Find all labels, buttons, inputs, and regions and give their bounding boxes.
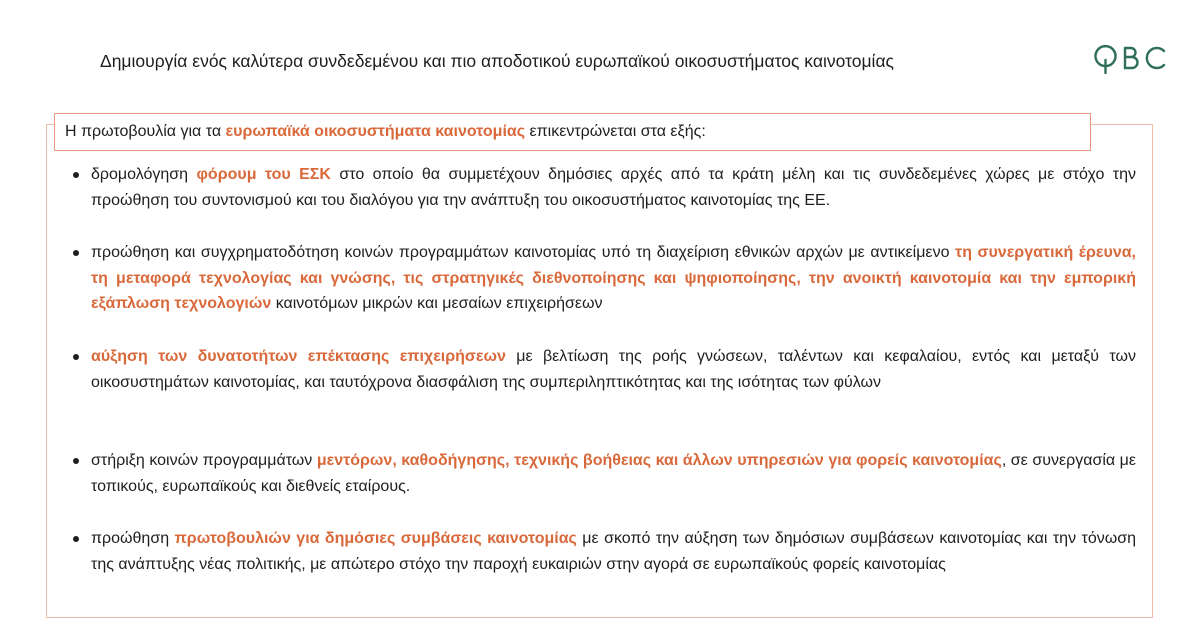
intro-text-highlight: ευρωπαϊκά οικοσυστήματα καινοτομίας xyxy=(225,123,526,140)
bullet-text: με σκοπό την αύξηση των δημόσιων συμβάσεων καινοτομίας και την τόνωση της ανάπτυξης νέας πολιτικής, με απώτερο στόχο την παροχή ευκαιριών στην αγορά σε ευρωπαϊκούς φορείς καινοτομίας xyxy=(91,530,1136,573)
list-item xyxy=(91,448,1136,499)
bullet-highlight: φόρουμ του ΕΣΚ xyxy=(196,166,331,183)
list-item xyxy=(91,240,1136,317)
bullet-dot-icon xyxy=(73,536,79,542)
bullet-highlight: τη συνεργατική έρευνα, τη μεταφορά τεχνολογίας και γνώσης, τις στρατηγικές διεθνοποίησης και ψηφιοποίησης, την ανοικτή καινοτομία και την εμπορική εξάπλωση τεχνολογιών xyxy=(91,244,1136,312)
list-item xyxy=(91,344,1136,395)
intro-text-after: επικεντρώνεται στα εξής: xyxy=(525,123,706,140)
bullet-text: στο οποίο θα συμμετέχουν δημόσιες αρχές από τα κράτη μέλη και τις συνδεδεμένες χώρες με στόχο την προώθηση του συντονισμού και του διαλόγου για την ανάπτυξη του οικοσυστήματος καινοτομίας της ΕΕ. xyxy=(91,166,1136,209)
bullet-highlight: αύξηση των δυνατοτήτων επέκτασης επιχειρήσεων xyxy=(91,348,506,365)
bullet-highlight: πρωτοβουλιών για δημόσιες συμβάσεις καινοτομίας xyxy=(174,530,577,547)
bullet-text: δρομολόγηση xyxy=(91,166,197,183)
bullet-highlight: μεντόρων, καθοδήγησης, τεχνικής βοήθειας και άλλων υπηρεσιών για φορείς καινοτομίας xyxy=(316,452,1002,469)
bullet-text: καινοτόμων μικρών και μεσαίων επιχειρήσεων xyxy=(271,295,603,312)
bullet-text: , σε συνεργασία με τοπικούς, ευρωπαϊκούς και διεθνείς εταίρους. xyxy=(91,452,1137,495)
page-title: Δημιουργία ενός καλύτερα συνδεδεμένου και πιο αποδοτικού ευρωπαϊκού οικοσυστήματος καινοτομίας xyxy=(100,51,894,71)
bullet-dot-icon xyxy=(73,458,79,464)
bullet-text: προώθηση xyxy=(91,530,175,547)
bullet-dot-icon xyxy=(73,354,79,360)
bullet-dot-icon xyxy=(73,172,79,178)
intro-text-before: Η πρωτοβουλία για τα xyxy=(65,123,226,140)
bullet-text: με βελτίωση της ροής γνώσεων, ταλέντων και κεφαλαίου, εντός και μεταξύ των οικοσυστημάτων καινοτομίας, και ταυτόχρονα διασφάλιση της συμπεριληπτικότητας και της ισότητας των φύλων xyxy=(91,348,1136,391)
list-item xyxy=(91,162,1136,213)
bullet-text: στήριξη κοινών προγραμμάτων xyxy=(91,452,317,469)
logo-text: OBC xyxy=(1093,44,1096,45)
list-item xyxy=(91,526,1136,577)
bullet-dot-icon xyxy=(73,250,79,256)
bullet-text: προώθηση και συγχρηματοδότηση κοινών προγραμμάτων καινοτομίας υπό τη διαχείριση εθνικών αρχών με αντικείμενο xyxy=(91,244,956,261)
